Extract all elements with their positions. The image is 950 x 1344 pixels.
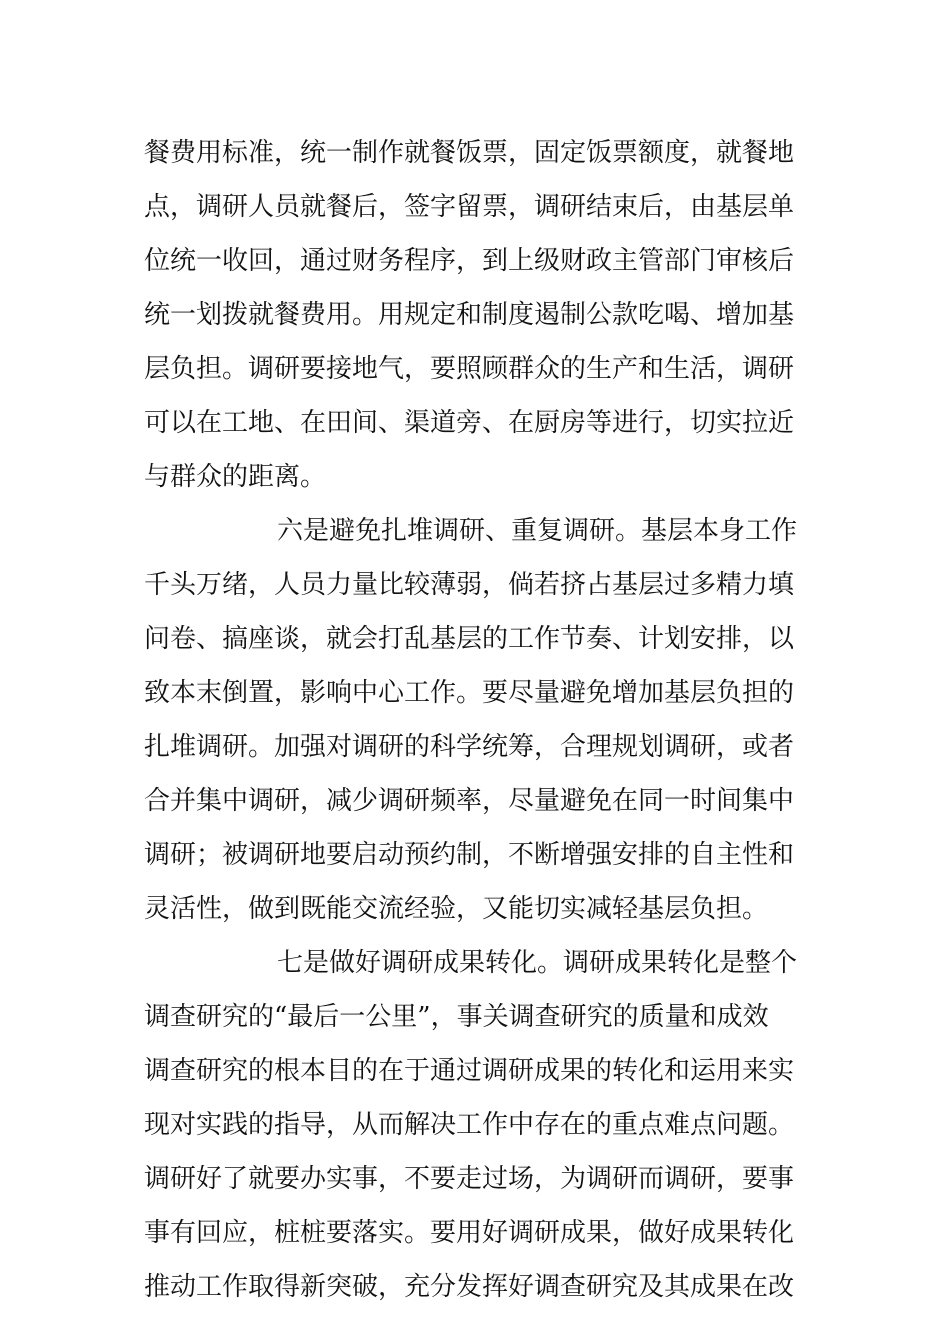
text-line: 致本末倒置，影响中心工作。要尽量避免增加基层负担的	[144, 678, 795, 708]
text-line: 问卷、搞座谈，就会打乱基层的工作节奏、计划安排，以	[144, 624, 795, 654]
text-line: 调查研究的“最后一公里”，事关调查研究的质量和成效	[144, 1002, 769, 1032]
text-line: 点，调研人员就餐后，签字留票，调研结束后，由基层单	[144, 192, 795, 222]
text-line: 现对实践的指导，从而解决工作中存在的重点难点问题。	[144, 1110, 795, 1140]
text-line: 灵活性，做到既能交流经验，又能切实减轻基层负担。	[144, 894, 769, 924]
text-line: 扎堆调研。加强对调研的科学统筹，合理规划调研，或者	[144, 732, 795, 762]
text-line: 位统一收回，通过财务程序，到上级财政主管部门审核后	[144, 246, 795, 276]
text-line: 事有回应，桩桩要落实。要用好调研成果，做好成果转化	[144, 1218, 795, 1248]
text-line: 与群众的距离。	[144, 462, 327, 492]
text-line: 调查研究的根本目的在于通过调研成果的转化和运用来实	[144, 1056, 795, 1086]
paragraph-heading-six: 六是避免扎堆调研、重复调研。基层本身工作	[277, 516, 798, 546]
body-text	[144, 126, 814, 1314]
text-line: 餐费用标准，统一制作就餐饭票，固定饭票额度，就餐地	[144, 138, 795, 168]
text-line: 层负担。调研要接地气，要照顾群众的生产和生活，调研	[144, 354, 795, 384]
text-line: 合并集中调研，减少调研频率，尽量避免在同一时间集中	[144, 786, 795, 816]
text-line: 统一划拨就餐费用。用规定和制度遏制公款吃喝、增加基	[144, 300, 795, 330]
text-line: 可以在工地、在田间、渠道旁、在厨房等进行，切实拉近	[144, 408, 795, 438]
text-line: 调研；被调研地要启动预约制，不断增强安排的自主性和	[144, 840, 795, 870]
paragraph-heading-seven: 七是做好调研成果转化。调研成果转化是整个	[277, 948, 798, 978]
text-line: 推动工作取得新突破，充分发挥好调查研究及其成果在改	[144, 1272, 795, 1302]
text-line: 千头万绪，人员力量比较薄弱，倘若挤占基层过多精力填	[144, 570, 795, 600]
text-line: 调研好了就要办实事，不要走过场，为调研而调研，要事	[144, 1164, 795, 1194]
